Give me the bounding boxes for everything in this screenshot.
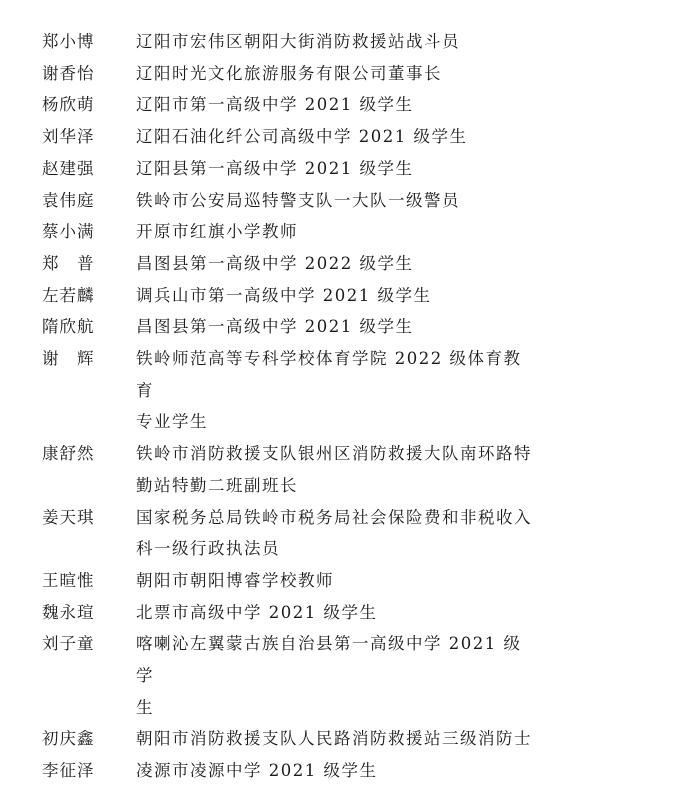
person-description: 辽阳时光文化旅游服务有限公司董事长	[136, 63, 442, 83]
person-description: 铁岭市消防救援支队银州区消防救援大队南环路特 勤站特勤二班副班长	[136, 444, 532, 495]
person-description: 铁岭师范高等专科学校体育学院 2022 级体育教育 专业学生	[136, 349, 522, 432]
list-item	[0, 121, 677, 153]
person-name: 郑 普	[42, 253, 95, 273]
person-description: 开原市红旗小学教师	[136, 222, 298, 242]
person-description: 辽阳市宏伟区朝阳大街消防救援站战斗员	[136, 32, 460, 51]
list-item	[0, 216, 677, 248]
person-description: 调兵山市第一高级中学 2021 级学生	[136, 285, 432, 305]
list-item	[0, 58, 677, 90]
list-item	[0, 723, 677, 755]
person-description: 辽阳石油化纤公司高级中学 2021 级学生	[136, 127, 468, 147]
person-name: 谢香怡	[42, 63, 95, 83]
list-item	[0, 89, 677, 121]
list-item	[0, 755, 677, 787]
person-description: 昌图县第一高级中学 2022 级学生	[136, 253, 414, 273]
person-name: 杨欣萌	[42, 95, 95, 115]
person-description: 北票市高级中学 2021 级学生	[136, 602, 378, 622]
list-item	[0, 565, 677, 597]
list-item	[0, 438, 677, 501]
person-name: 赵建强	[42, 158, 95, 178]
person-name: 李征泽	[42, 761, 95, 781]
person-description: 铁岭市公安局巡特警支队一大队一级警员	[136, 190, 460, 210]
list-item	[0, 502, 677, 565]
person-name: 刘华泽	[42, 127, 95, 147]
person-description: 国家税务总局铁岭市税务局社会保险费和非税收入 科一级行政执法员	[136, 507, 532, 559]
list-item	[0, 597, 677, 629]
person-description: 辽阳县第一高级中学 2021 级学生	[136, 158, 414, 178]
list-item	[0, 628, 677, 723]
honoree-list	[0, 26, 677, 787]
person-description: 朝阳市朝阳博睿学校教师	[136, 570, 334, 590]
person-name: 王暄惟	[42, 570, 95, 590]
person-description: 昌图县第一高级中学 2021 级学生	[136, 317, 414, 337]
person-description: 朝阳市消防救援支队人民路消防救援站三级消防士	[136, 729, 532, 749]
person-name: 姜天琪	[42, 507, 95, 527]
list-item	[0, 153, 677, 185]
list-item	[0, 26, 677, 58]
person-description: 凌源市凌源中学 2021 级学生	[136, 761, 378, 781]
person-name: 谢 辉	[42, 349, 95, 369]
list-item	[0, 280, 677, 312]
person-name: 初庆鑫	[42, 729, 95, 749]
person-name: 魏永瑄	[42, 602, 95, 622]
person-description: 辽阳市第一高级中学 2021 级学生	[136, 95, 414, 115]
person-description: 喀喇沁左翼蒙古族自治县第一高级中学 2021 级学 生	[136, 634, 522, 717]
person-name: 蔡小满	[42, 222, 95, 242]
person-name: 刘子童	[42, 634, 95, 654]
list-item	[0, 248, 677, 280]
person-name: 左若麟	[42, 285, 95, 305]
person-name: 袁伟庭	[42, 190, 95, 210]
list-item	[0, 343, 677, 438]
list-item	[0, 311, 677, 343]
person-name: 隋欣航	[42, 317, 95, 337]
person-name: 康舒然	[42, 444, 95, 464]
person-name: 郑小博	[42, 32, 95, 51]
list-item	[0, 185, 677, 217]
